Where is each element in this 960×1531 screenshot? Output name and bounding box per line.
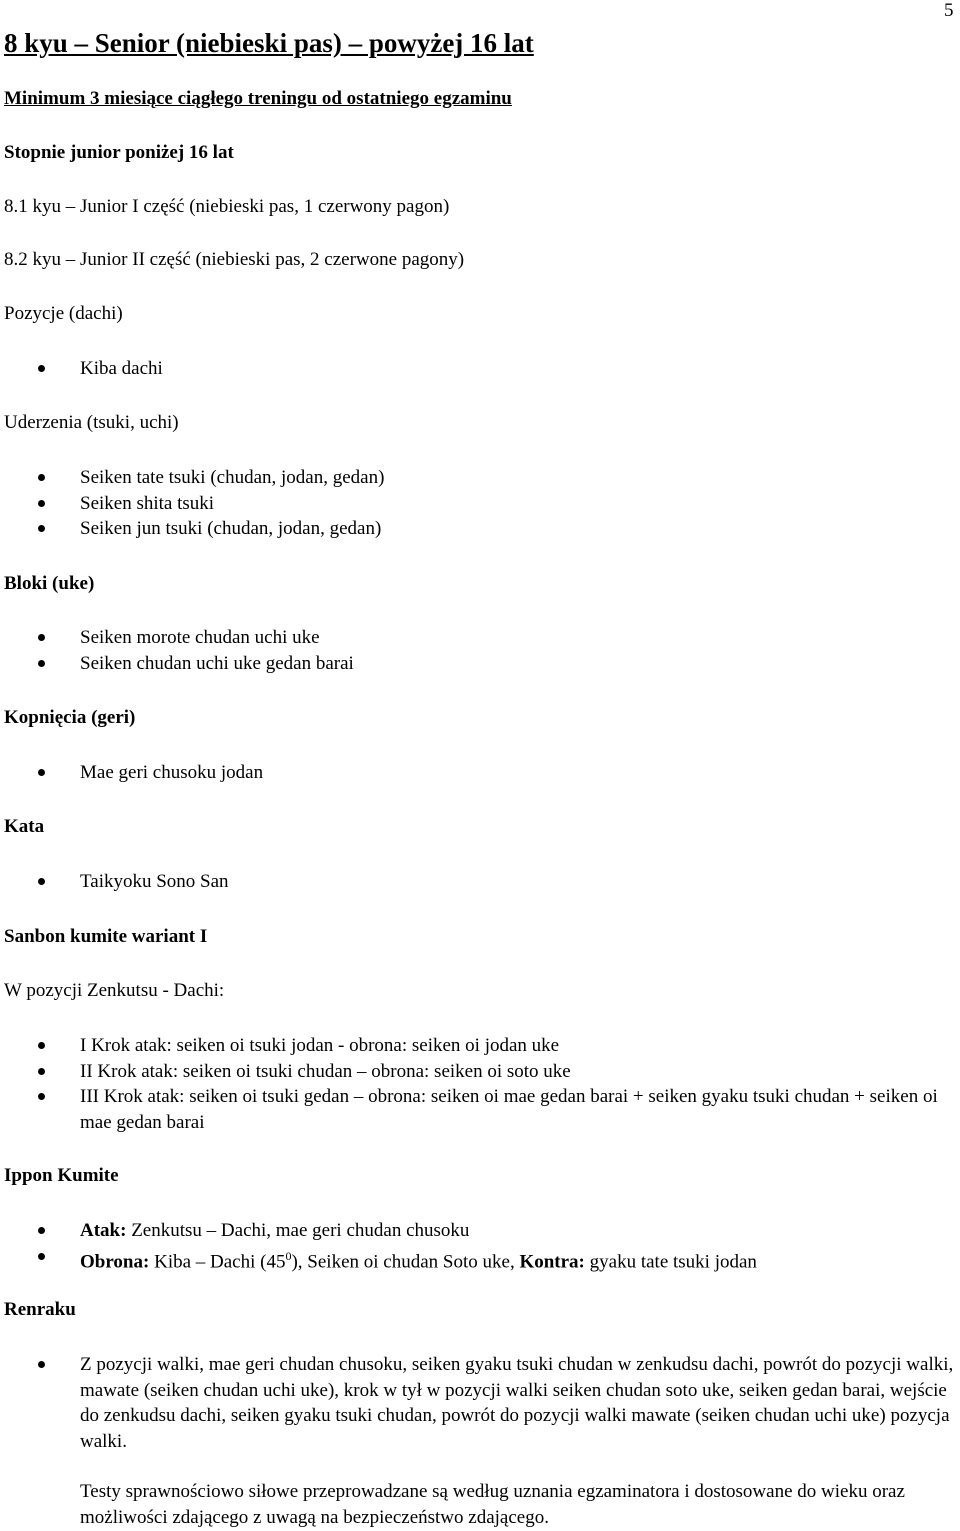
junior-grade-2: 8.2 kyu – Junior II część (niebieski pas, 2 czerwone pagony) (4, 249, 465, 270)
requirement-text: Minimum 3 miesiące ciągłego treningu od ostatniego egzaminu (4, 88, 512, 109)
defense-text: Kiba – Dachi (45 (149, 1250, 286, 1272)
fitness-note: Testy sprawnościowo siłowe przeprowadzane są według uznania egzaminatora i dostosowane do wieku oraz możliwości zdającego z uwagą na bezpieczeństwo zdającego. (80, 1481, 905, 1528)
sanbon-heading: Sanbon kumite wariant I (4, 926, 208, 947)
attack-text: Zenkutsu – Dachi, mae geri chudan chusoku (126, 1220, 470, 1241)
list-item: Seiken shita tsuki (0, 491, 960, 517)
kicks-list (0, 760, 960, 786)
list-item: Mae geri chusoku jodan (0, 760, 960, 786)
strikes-heading: Uderzenia (tsuki, uchi) (4, 412, 179, 433)
strikes-list (0, 465, 960, 542)
junior-grade-1: 8.1 kyu – Junior I część (niebieski pas, 1 czerwony pagon) (4, 196, 450, 217)
list-item: Kiba dachi (0, 356, 960, 382)
counter-text: gyaku tate tsuki jodan (584, 1250, 757, 1272)
list-item: Seiken jun tsuki (chudan, jodan, gedan) (0, 516, 960, 542)
counter-label: Kontra: (519, 1250, 585, 1272)
ippon-heading: Ippon Kumite (4, 1165, 119, 1186)
stances-heading: Pozycje (dachi) (4, 303, 123, 324)
renraku-heading: Renraku (4, 1299, 76, 1320)
page-number: 5 (944, 0, 954, 21)
kata-heading: Kata (4, 816, 45, 837)
list-item: III Krok atak: seiken oi tsuki gedan – obrona: seiken oi mae gedan barai + seiken gyaku tsuki chudan + seiken oi mae gedan barai (0, 1084, 960, 1135)
list-item (0, 1218, 960, 1244)
defense-label: Obrona: (80, 1250, 150, 1272)
defense-text-2: ), Seiken oi chudan Soto uke, (291, 1250, 520, 1272)
list-item: II Krok atak: seiken oi tsuki chudan – obrona: seiken oi soto uke (0, 1059, 960, 1085)
degree-superscript: 0 (285, 1248, 292, 1263)
list-item: Seiken chudan uchi uke gedan barai (0, 651, 960, 677)
attack-label: Atak: (80, 1220, 127, 1241)
renraku-list (0, 1352, 960, 1454)
list-item: Seiken morote chudan uchi uke (0, 625, 960, 651)
list-item: I Krok atak: seiken oi tsuki jodan - obrona: seiken oi jodan uke (0, 1033, 960, 1059)
junior-heading: Stopnie junior poniżej 16 lat (4, 142, 234, 163)
kicks-heading: Kopnięcia (geri) (4, 707, 136, 728)
sanbon-list (0, 1033, 960, 1135)
list-item: Seiken tate tsuki (chudan, jodan, gedan) (0, 465, 960, 491)
ippon-list (0, 1218, 960, 1274)
list-item (0, 1244, 960, 1275)
kata-list (0, 869, 960, 895)
list-item: Taikyoku Sono San (0, 869, 960, 895)
sanbon-subheading: W pozycji Zenkutsu - Dachi: (4, 980, 225, 1001)
page-title: 8 kyu – Senior (niebieski pas) – powyżej 16 lat (4, 28, 534, 58)
blocks-list (0, 625, 960, 676)
blocks-heading: Bloki (uke) (4, 573, 95, 594)
list-item: Z pozycji walki, mae geri chudan chusoku, seiken gyaku tsuki chudan w zenkudsu dachi, powrót do pozycji walki, mawate (seiken chudan uchi uke), krok w tył w pozycji walki seiken chudan soto uke, seiken gedan barai, wejście do zenkudsu dachi, seiken gyaku tsuki chudan, powrót do pozycji walki mawate (seiken chudan uchi uke) pozycja walki. (0, 1352, 960, 1454)
stances-list (0, 356, 960, 382)
